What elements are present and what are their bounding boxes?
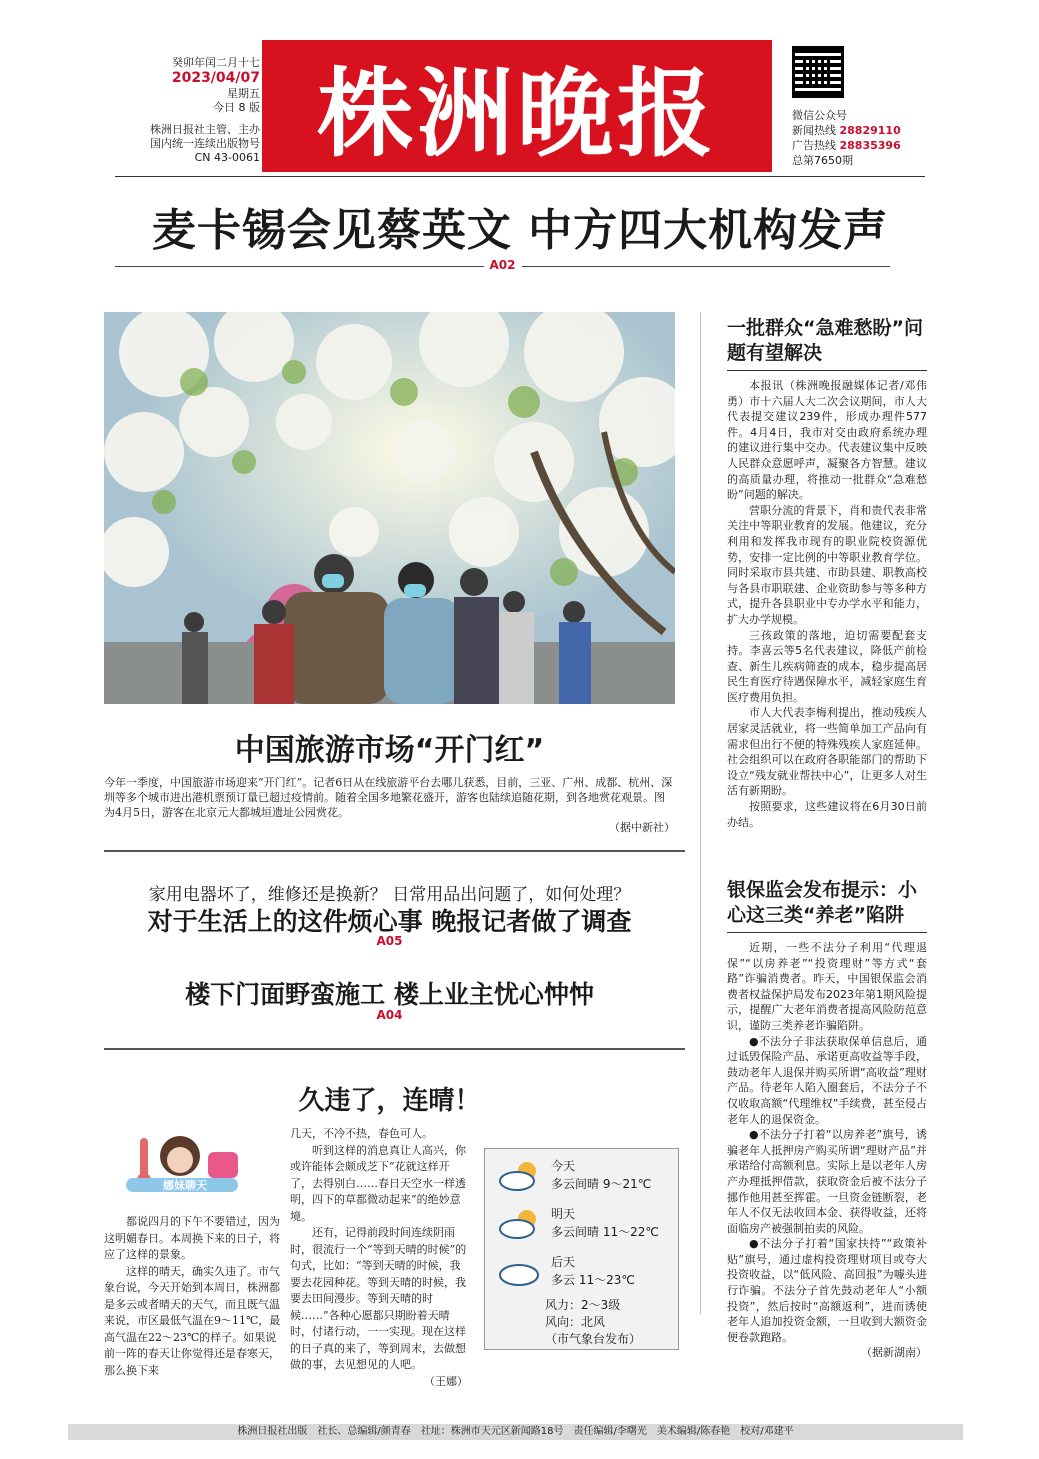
paragraph: ●不法分子打着“以房养老”旗号，诱骗老年人抵押房产购买所谓“理财产品”并承诺给付高额利息。实际上是以老年人房产办理抵押借款，获取资金后被不法分子挪作他用甚至挥霍。一旦资金链断裂，老年人不仅无法收回本金、获得收益，还将面临房产被强制拍卖的风险。 [727, 1128, 927, 1235]
main-headline[interactable]: 麦卡锡会见蔡英文 中方四大机构发声 [151, 205, 889, 256]
paragraph: 近期，一些不法分子利用“代理退保”“以房养老”“投资理财”等方式“套路”诈骗消费者。昨天，中国银保监会消费者权益保护局发布2023年第1期风险提示，提醒广大老年消费者提高风险防范意识，谨防三类养老诈骗陷阱。 [727, 941, 927, 1032]
teaser-page-tag: A04 [376, 1008, 403, 1022]
weather-article-title[interactable]: 久违了，连晴！ [298, 1086, 481, 1116]
weather-article-col2 [290, 1126, 468, 1390]
blossom-photo [104, 312, 675, 704]
right-article2-source: （据新湖南） [861, 1346, 927, 1360]
travel-article-body: 今年一季度，中国旅游市场迎来“开门红”。记者6日从在线旅游平台去哪儿获悉，目前，三亚、广州、成都、杭州、深圳等多个城市进出港机票预订量已超过疫情前。随着全国多地繁花盛开，游客也陆续追随花期，到各地赏花观景。图为4月5日，游客在北京元大都城垣遗址公园赏花。 [104, 776, 673, 819]
forecast-desc: 多云间晴 11～22℃ [551, 1225, 659, 1239]
forecast-desc: 多云间晴 9～21℃ [551, 1177, 652, 1191]
partly-cloudy-icon [497, 1207, 541, 1239]
teaser-headline-construction[interactable]: 楼下门面野蛮施工 楼上业主忧心忡忡 [185, 980, 594, 1009]
logo-text: 株洲晚报 [317, 56, 717, 170]
wechat-label: 微信公众号 [792, 109, 847, 122]
title-rule [727, 932, 927, 933]
travel-article-title[interactable]: 中国旅游市场“开门红” [234, 733, 545, 768]
title-rule [727, 370, 927, 371]
column-badge [118, 1130, 248, 1204]
right-article1-body [727, 378, 927, 830]
forecast-day: 明天 [551, 1207, 576, 1221]
ad-hotline: 28835396 [839, 139, 901, 152]
forecast-day-after [493, 1253, 673, 1293]
news-hotline-label: 新闻热线 [792, 124, 836, 137]
headline-page-tag: A02 [484, 258, 522, 272]
qr-code-icon [792, 46, 844, 98]
lunar-date: 癸卯年闰二月十七 [172, 56, 260, 69]
sponsor: 株洲日报社主管、主办 [150, 123, 260, 136]
edition-count: 今日 8 版 [213, 101, 260, 114]
weather-article-col1 [104, 1214, 282, 1379]
weekday: 星期五 [227, 87, 260, 100]
wind-info [545, 1297, 641, 1348]
cloudy-icon [497, 1255, 541, 1287]
forecast-desc: 多云 11～23℃ [551, 1273, 635, 1287]
footer-credits: 株洲日报社出版 社长、总编辑/颜青春 社址：株洲市天元区新闻路18号 责任编辑/李曙光 美术编辑/陈春艳 校对/邓建平 [68, 1424, 963, 1440]
masthead-rule [115, 176, 925, 177]
right-article1-title[interactable]: 一批群众“急难愁盼”问题有望解决 [727, 317, 923, 364]
issue-total: 总第7650期 [792, 154, 853, 167]
paragraph: 本报讯（株洲晚报融媒体记者/邓伟勇）市十六届人大二次会议期间，市人大代表提交建议239件，形成办理件577件。4月4日，我市对交由政府系统办理的建议进行集中交办。代表建议集中反映人民群众意愿呼声，凝聚各方智慧。建议的高质量办理，将推动一批群众“急难愁盼”问题的解决。 [727, 379, 927, 502]
cn-line: 国内统一连续出版物号 [150, 137, 260, 150]
section-divider [104, 1048, 685, 1050]
right-article2-body [727, 940, 927, 1361]
ad-hotline-label: 广告热线 [792, 139, 836, 152]
weather-article-text-2: 几天，不冷不热，春色可人。 听到这样的消息真让人高兴，你或许能体会颇成芝下“花就这样开了，去得别白……春日天空水一样透明，四下的草都微动起来”的绝妙意境。 还有，记得前段时间连续阴雨时，很流行一个“等到天晴的时候”的句式，比如：“等到天晴的时候，我要去花园种花。等到天晴的时候，我要去田间漫步。等到天晴的时候……”各种心愿都只期盼着天晴时，付诸行动，一一实现。现在这样的日子真的来了，等到周末，去做想做的事，去见想见的人吧。 [290, 1127, 467, 1371]
column-badge-label: 娜妹聊天 [163, 1179, 207, 1192]
forecast-day: 后天 [551, 1255, 576, 1269]
paragraph: 按照要求，这些建议将在6月30日前办结。 [727, 800, 927, 829]
paragraph: ●不法分子非法获取保单信息后，通过诋毁保险产品、承诺更高收益等手段，鼓动老年人退保并购买所谓“高收益”理财产品。待老年人陷入圈套后，不法分子不仅收取高额“代理维权”手续费，甚至侵占老年人的退保资金。 [727, 1034, 927, 1126]
forecast-tomorrow [493, 1205, 673, 1245]
weather-forecast-box [484, 1148, 679, 1350]
forecast-today [493, 1157, 673, 1197]
column-divider [700, 312, 701, 1314]
forecast-day: 今天 [551, 1159, 576, 1173]
right-article2-title[interactable]: 银保监会发布提示：小心这三类“养老”陷阱 [727, 879, 918, 926]
weather-article-source: （王娜） [424, 1374, 468, 1388]
paragraph: 市人大代表李梅利提出，推动残疾人居家灵活就业，将一些简单加工产品向有需求但出行不便的特殊残疾人家庭延伸。社会组织可以在政府各职能部门的帮助下设立“残友就业帮扶中心”，让更多人对生活有新期盼。 [727, 706, 927, 798]
issue-date: 2023/04/07 [171, 70, 260, 86]
wind-force: 风力：2～3级 [545, 1298, 621, 1312]
masthead-info [140, 56, 260, 165]
section-divider [104, 850, 685, 852]
paragraph: ●不法分子打着“国家扶持”“政策补贴”旗号，通过虚构投资理财项目或夸大投资收益，以“低风险、高回报”为噱头进行诈骗。不法分子首先鼓动老年人“小额投资”，然后按时“高额返利”，进而诱使老年人追加投资金额，一旦收到大额资金便卷款跑路。 [727, 1237, 927, 1344]
teaser-page-tag: A05 [376, 934, 403, 948]
partly-cloudy-icon [497, 1159, 541, 1191]
teaser-headline-appliances[interactable]: 对于生活上的这件烦心事 晚报记者做了调查 [147, 907, 632, 936]
travel-source: （据中新社） [609, 821, 675, 834]
cover-photo [104, 312, 675, 704]
weather-article-text-1: 都说四月的下午不要错过，因为这明媚春日。本周换下来的日子，将应了这样的景象。 这样的晴天，确实久违了。市气象台说，今天开始到本周日，株洲都是多云或者晴天的天气，而且既气温来说，市区最低气温在9～11℃，最高气温在22～23℃的样子。如果说前一阵的春天让你觉得还是春寒天，那么换下来 [104, 1215, 281, 1377]
newspaper-logo [262, 40, 772, 172]
travel-article [104, 775, 675, 835]
paragraph: 营职分流的背景下，肖和贵代表非常关注中等职业教育的发展。他建议，充分利用和发挥我市现有的职业院校资源优势，安排一定比例的中等职业教育学位。同时采取市县共建、市助县建、职教高校与各县市职联建、企业资助参与等多种方式，提升各县职业中专办学水平和能力，扩大办学规模。 [727, 503, 927, 626]
teaser-question: 家用电器坏了，维修还是换新？ 日常用品出问题了，如何处理？ [148, 885, 631, 905]
wind-direction: 风向：北风 [545, 1315, 606, 1329]
news-hotline: 28829110 [839, 124, 901, 137]
forecast-source: （市气象台发布） [545, 1332, 642, 1346]
contact-info [792, 108, 932, 168]
cn-number: CN 43-0061 [194, 151, 260, 164]
paragraph: 三孩政策的落地，迫切需要配套支持。李喜云等5名代表建议，降低产前检查、新生儿疾病筛查的成本，稳步提高居民生育医疗待遇保障水平，减轻家庭生育医疗费用负担。 [727, 628, 927, 704]
